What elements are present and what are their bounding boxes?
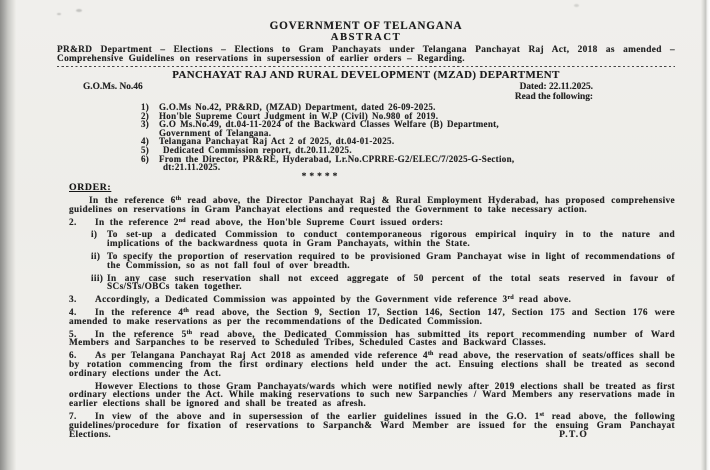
order-paragraph-5 [69,328,675,349]
stars-separator: ***** [301,172,341,183]
reference-number: 2) [141,110,150,121]
read-following-label: Read the following: [514,91,593,102]
go-number-row [57,83,675,102]
paragraph-text: In the reference 4th read above, the Section 9, Section 17, Section 146, Section 147, Section 175 and Section 176 were amended to make reservations as per the recommendations of the Dedicated Commission. [69,306,675,327]
go-number: G.O.Ms. No.46 [83,82,143,93]
paragraph-text: As per Telangana Panchayat Raj Act 2018 as amended vide reference 4th read above, the reservation of seats/offices shall be by rotation commencing from the first ordinary elections held under the act. Ensuing elections shall be treated as second ordinary elections under the Act. [69,350,675,379]
order-paragraph-3 [69,296,675,305]
sub-item-text: To set-up a dedicated Commission to conduct contemporaneous rigorous empirical inquiry in to the nature and implications of the backwardness quota in Gram Panchayats, within the State. [107,230,675,250]
order-heading: ORDER: [69,182,112,194]
paragraph-text: Accordingly, a Dedicated Commission was appointed by the Government vide reference 3rd read above. [95,294,572,306]
reference-text: Dedicated Commission report, dt.20.11.2025. [159,144,352,155]
reference-list [141,103,675,171]
order-paragraph-4 [69,306,675,327]
order-paragraph-1: In the reference 6th read above, the Director Panchayat Raj & Rural Employment Hyderabad, has proposed comprehensive guidelines on reservations in Gram Panchayat elections and requested the Government to take necessary action. [69,194,675,215]
dated-label: Dated: 22.11.2025. [519,82,593,93]
reference-number: 5) [141,144,150,155]
reference-number: 3) [141,119,150,130]
paragraph-number: 7. [69,411,77,422]
reference-text: G.O Ms.No.49, dt.04-11-2024 of the Backward Classes Welfare (B) Department, Government of Telangana. [159,119,499,138]
paragraph-number: 3. [69,295,77,306]
paragraph-number: 4. [69,308,77,318]
court-order-items [91,231,675,292]
paragraph-text: In the reference 5th read above, the Dedicated Commission has submitted its report recommending number of Ward Members and Sarpanches to be reserved to Scheduled Tribes, Scheduled Castes and Backward Classes. [69,328,675,349]
government-title: GOVERNMENT OF TELANGANA [269,20,463,32]
reference-number: 1) [141,101,150,112]
sub-item-text: In any case such reservation shall not exceed aggregate of 50 percent of the total seats reserved in favour of SCs/STs/OBCs taken together. [107,273,675,293]
paragraph-number: 2. [69,217,77,228]
reference-item [141,155,675,171]
court-order-item [91,275,675,293]
reference-number: 6) [141,153,150,164]
subject-text: PR&RD Department – Elections – Elections to Gram Panchayats under Telangana Panchayat Raj Act, 2018 as amended – Comprehensive Guidelines on reservations in supersession of earlier orders – Regarding. [57,45,675,64]
reference-number: 4) [141,136,150,147]
order-paragraph-2 [69,216,675,228]
order-paragraph-6-continued: However Elections to those Gram Panchayats/wards which were notified newly after 2019 elections shall be treated as first ordinary elections under the Act. While making reservations to such new Sarpanches / Ward Members any reservations made in earlier elections shall be ignored and shall be treated as afresh. [69,381,675,410]
pto-label: P.T.O [559,429,588,440]
dated-block [515,83,593,102]
paragraph-text: In view of the above and in supersession of the earlier guidelines issued in the G.O. 1st read above, the following guidelines/procedure for fixation of reservations to Sarpanch& Ward Member are issued for the ensuing Gram Panchayat Elections. [69,410,675,440]
court-order-item [91,253,675,271]
abstract-label: ABSTRACT [330,32,402,43]
order-paragraph-6 [69,352,675,378]
sub-item-text: To specify the proportion of reservation required to be provisioned Gram Panchayat wise in light of recommendations of the Commission, so as not fall foul of over breadth. [107,252,675,271]
reference-item [141,120,675,136]
paragraph-number: 5. [69,329,77,340]
sub-item-number: i) [91,230,98,241]
department-title: PANCHAYAT RAJ AND RURAL DEVELOPMENT (MZAD) DEPARTMENT [172,69,560,82]
reference-text: G.O.Ms No.42, PR&RD, (MZAD) Department, dated 26-09-2025. [159,101,436,112]
court-order-item [91,231,675,249]
reference-text: From the Director, PR&RE, Hyderabad, Lr.No.CPRRE-G2/ELEC/7/2025-G-Section, dt:21.11.2025. [159,153,515,172]
reference-item [141,103,675,111]
dashed-separator-line [57,66,675,68]
reference-item [141,146,675,154]
reference-text: Telangana Panchayat Raj Act 2 of 2025, dt.04-01-2025. [159,136,395,147]
reference-text: Hon'ble Supreme Court Judgment in W.P (Civil) No.980 of 2019. [159,110,439,121]
paragraph-number: 6. [69,351,77,362]
sub-item-number: ii) [91,252,101,263]
paragraph-text: In the reference 2nd read above, the Hon'ble Supreme Court issued orders: [95,216,444,228]
sub-item-number: iii) [91,273,104,284]
